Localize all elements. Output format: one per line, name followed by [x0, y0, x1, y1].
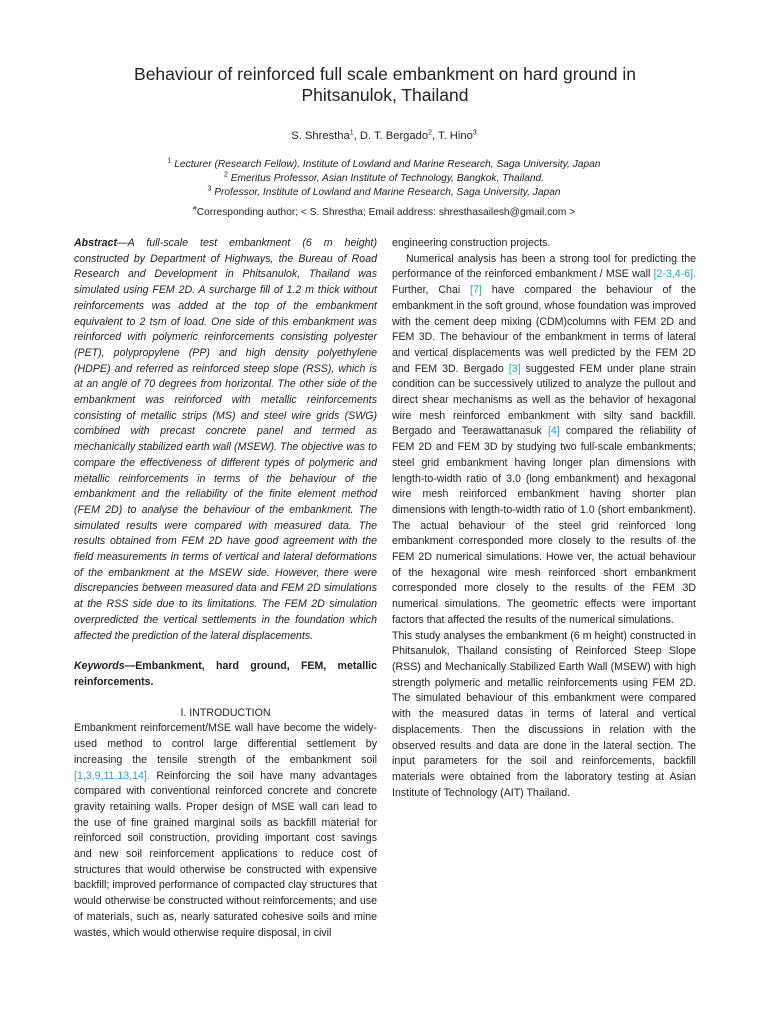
affiliations: [0, 158, 768, 200]
intro-paragraph-1: [74, 721, 377, 941]
intro-text: Further, Chai: [392, 284, 471, 297]
abstract: [74, 236, 377, 644]
paper-title: Behaviour of reinforced full scale embankment on hard ground in Phitsanulok, Thailand: [134, 64, 636, 105]
intro-paragraph-3: This study analyses the embankment (6 m height) constructed in Phitsanulok, Thailand consisting of Reinforced Steep Slope (RSS) and Mechanically Stabilized Earth Wall (MSEW) with high strength polymeric and metallic reinforcements using FEM 2D. The simulated behaviour of this embankment were compared with the measured datas in terms of lateral and vertical displacements. Then the discussions in relation with the observed results and data are done in the lateral section. The input parameters for the soil and reinforcements, backfill materials were obtained from the laboratory testing at Asian Institute of Technology (AIT) Thailand.: [392, 629, 696, 799]
citation-link[interactable]: [7]: [470, 284, 482, 297]
citation-link[interactable]: [3]: [508, 362, 521, 375]
corresponding-mark: #: [192, 205, 197, 213]
author-sep: ,: [353, 130, 360, 142]
affiliation-text: Lecturer (Research Fellow), Institute of Lowland and Marine Research, Saga University, Japan: [174, 159, 601, 170]
citation-link[interactable]: [4]: [547, 425, 560, 438]
author-name: S. Shrestha: [291, 130, 350, 142]
author-name: T. Hino: [437, 130, 473, 142]
intro-paragraph-1-continued: engineering construction projects.: [392, 237, 551, 249]
intro-text: Reinforcing the soil have many advantages compared with conventional reinforced concrete and concrete gravity retaining walls. Proper design of MSE wall can lead to the use of fine grained marginal soils as backfill material for reinforced soil construction, providing important cost savings and new soil reinforcement applications to reduce cost of structures that would otherwise be constructed with expensive backfill; improved performance of compacted clay structures that would otherwise be constructed without reinforcements; and use of materials, such as, nearly saturated cohesive soils and mine wastes, which would otherwise require disposal, in civil: [74, 769, 377, 939]
intro-text: Embankment reinforcement/MSE wall have become the widely-used method to control large differential settlement by increasing the tensile strength of the embankment soil: [74, 722, 377, 766]
author-name: D. T. Bergado: [359, 130, 429, 142]
intro-text: compared the reliability of FEM 2D and FEM 3D by studying two full-scale embankments; steel grid embankment having longer plan dimensions with length-to-width ratio of 3.0 (long embankment) and hexagonal wire mesh reinforced embankment having shorter plan dimensions with length-to-width ratio of 1.0 (short embankment). The actual behaviour of the steel grid reinforced long embankment corresponded more closely to the results of the FEM 2D numerical simulations. Howe ver, the actual behaviour of the hexagonal wire mesh reinforced short embankment corresponded more closely to the results of the FEM 3D numerical simulations. The geometric effects were important factors that affected the results of the numerical simulations.: [392, 425, 696, 626]
intro-text: suggested FEM under plane strain condition can be successively utilized to analyze the pullout and direct shear mechanisms as well as the behavior of hexagonal wire mesh reinforced embankment with silty sand backfill. Bergado and Teerawattanasuk: [392, 362, 696, 438]
citation-link[interactable]: [1,3,9,11,13,14].: [74, 769, 150, 782]
affiliation: [0, 172, 768, 186]
affiliation-text: Professor, Institute of Lowland and Marine Research, Saga University, Japan: [214, 187, 561, 198]
author-mark: 2: [428, 129, 432, 137]
affiliation: [0, 158, 768, 172]
affiliation-mark: 1: [167, 157, 172, 165]
keywords-label: Keywords: [74, 660, 125, 673]
keywords: [74, 659, 377, 690]
right-column: [392, 236, 696, 801]
intro-text: have compared the behaviour of the embankment in the soft ground, whose foundation was improved with the cement deep mixing (CDM)columns with FEM 2D and FEM 3D. The behaviour of the embankment in terms of lateral and vertical displacements was well predicted by the FEM 2D and FEM 3D. Bergado: [392, 284, 696, 375]
author-sep: ,: [431, 130, 438, 142]
affiliation-text: Emeritus Professor, Asian Institute of Technology, Bangkok, Thailand.: [230, 173, 545, 184]
affiliation-mark: 3: [207, 185, 212, 193]
corresponding-text: Corresponding author; < S. Shrestha; Email address: shresthasailesh@gmail.com >: [196, 207, 576, 218]
keywords-text: —Embankment, hard ground, FEM, metallic reinforcements.: [74, 660, 377, 688]
abstract-label: Abstract: [74, 237, 117, 249]
affiliation-mark: 2: [223, 171, 228, 179]
citation-link[interactable]: [2-3,4-6].: [653, 268, 696, 281]
author-line: [0, 130, 768, 142]
section-heading: I. INTRODUCTION: [180, 706, 271, 719]
author-mark: 1: [349, 129, 354, 137]
corresponding-author: [0, 207, 768, 218]
intro-text: Numerical analysis has been a strong tool for predicting the performance of the reinforced embankment / MSE wall: [392, 252, 696, 281]
author-mark: 3: [472, 129, 477, 137]
intro-paragraph-2: [392, 252, 696, 629]
left-column: [74, 236, 377, 941]
affiliation: [0, 186, 768, 200]
abstract-text: —A full-scale test embankment (6 m height) constructed by Department of Highways, the Bureau of Road Research and Development in Phitsanulok, Thailand was simulated using FEM 2D. A surcharge fill of 1.2 m thick without reinforcements was added at the top of the embankment equivalent to 2 tsm of load. One side of this embankment was reinforced with polymeric reinforcements consisting polyester (PET), polypropylene (PP) and high density polyethylene (HDPE) and referred as reinforced steep slope (RSS), which is at an angle of 70 degrees from horizontal. The other side of the embankment was reinforced with metallic reinforcements consisting of metallic strips (MS) and steel wire grids (SWG) combined with precast concrete panel and termed as mechanically stabilized earth wall (MSEW). The objective was to compare the effectiveness of different types of polymeric and metallic reinforcements in terms of the behaviour of the embankment and the reliability of the finite element method (FEM 2D) to analyse the behaviour of the embankment. The simulated results were compared with measured data. The results obtained from FEM 2D have good agreement with the field measurements in terms of vertical and lateral deformations of the embankment at the MSEW side. However, there were discrepancies between measured data and FEM 2D simulations at the RSS side due to its limitations. The FEM 2D simulation overpredicted the vertical settlements in the foundation which affected the prediction of the lateral displacements.: [74, 237, 377, 642]
